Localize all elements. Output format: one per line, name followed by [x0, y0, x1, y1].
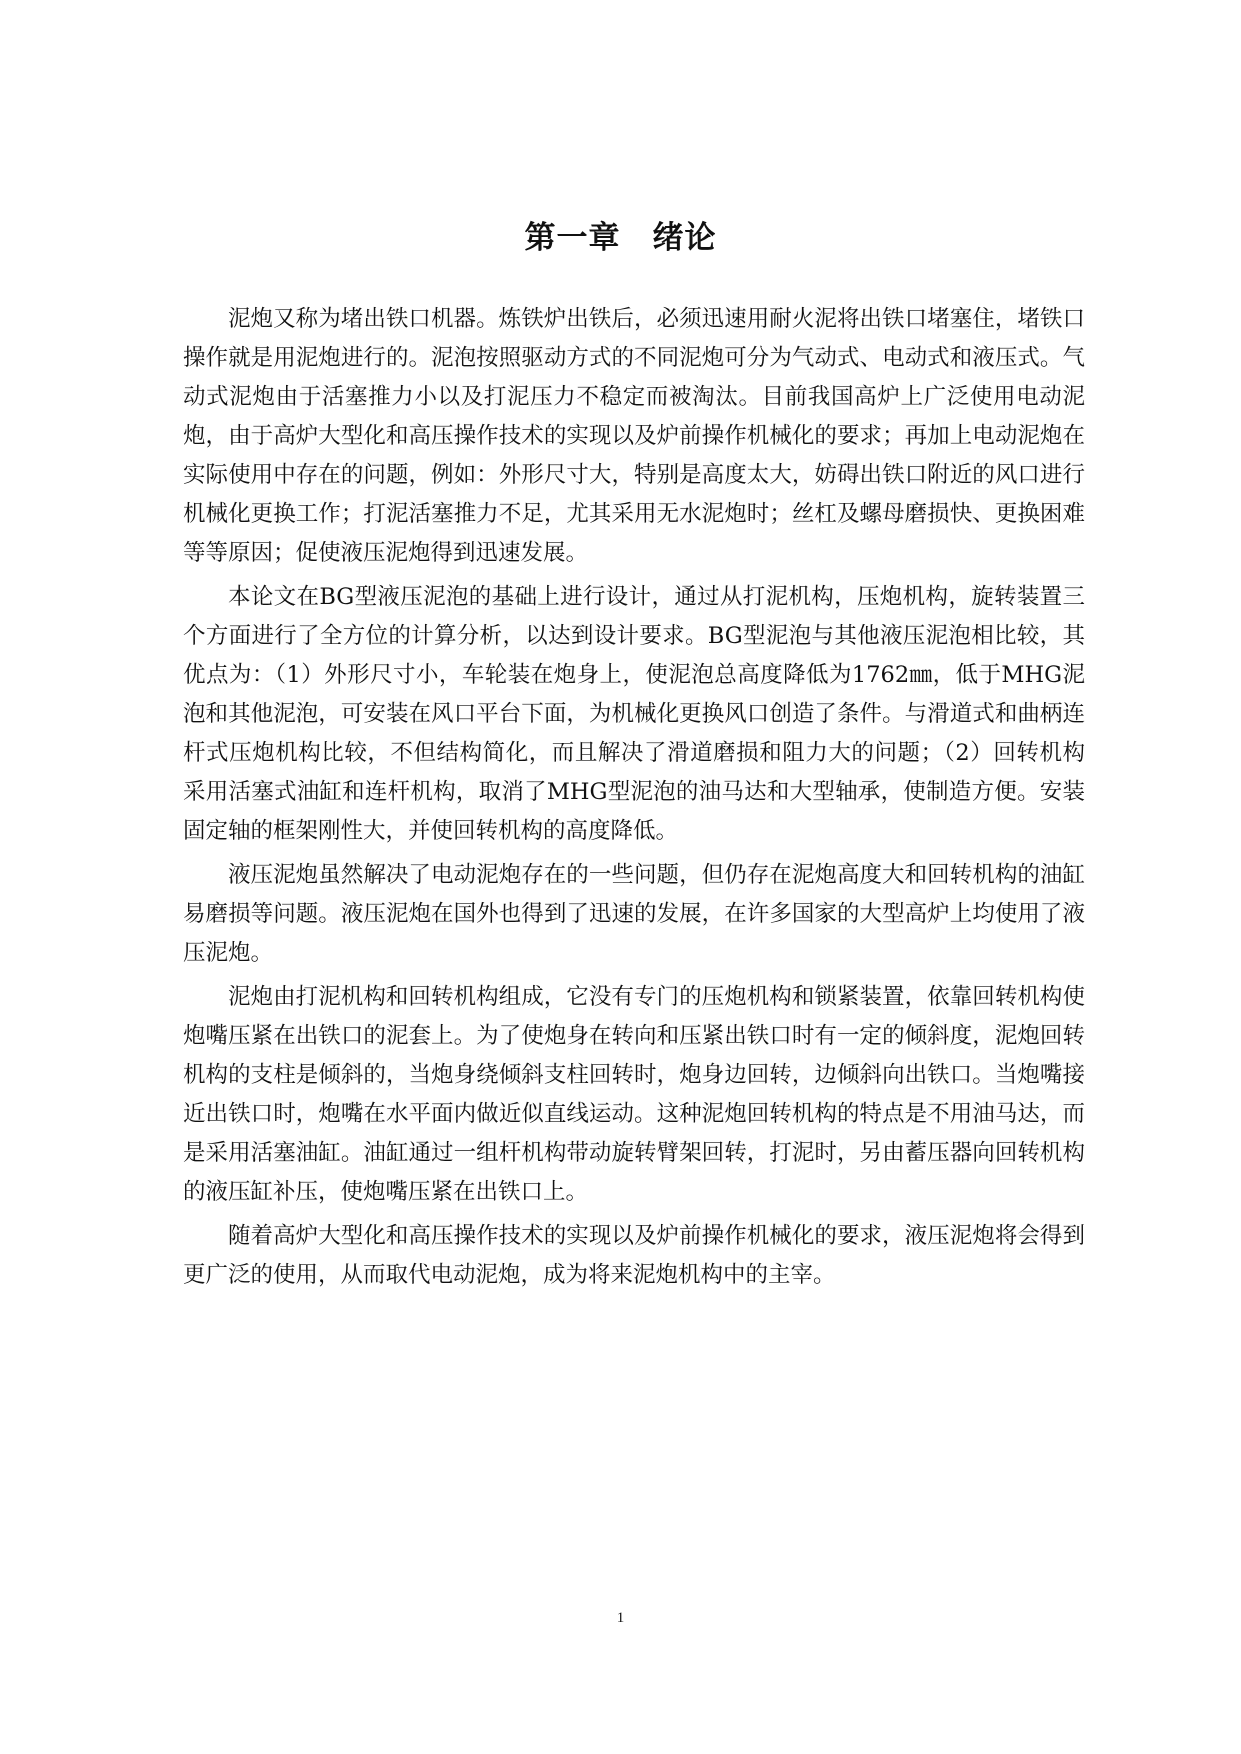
- paragraph: 泥炮又称为堵出铁口机器。炼铁炉出铁后，必须迅速用耐火泥将出铁口堵塞住，堵铁口操作就是用泥炮进行的。泥泡按照驱动方式的不同泥炮可分为气动式、电动式和液压式。气动式泥炮由于活塞推力小以及打泥压力不稳定而被淘汰。目前我国高炉上广泛使用电动泥炮，由于高炉大型化和高压操作技术的实现以及炉前操作机械化的要求；再加上电动泥炮在实际使用中存在的问题，例如：外形尺寸大，特别是高度太大，妨碍出铁口附近的风口进行机械化更换工作；打泥活塞推力不足，尤其采用无水泥炮时；丝杠及螺母磨损快、更换困难等等原因；促使液压泥炮得到迅速发展。: [183, 306, 1085, 566]
- chapter-title: 第一章 绪论: [524, 220, 717, 256]
- page-number: 1: [616, 1610, 625, 1626]
- body-text: [183, 300, 1085, 1300]
- paragraph: 液压泥炮虽然解决了电动泥炮存在的一些问题，但仍存在泥炮高度大和回转机构的油缸易磨损等问题。液压泥炮在国外也得到了迅速的发展，在许多国家的大型高炉上均使用了液压泥炮。: [183, 862, 1085, 966]
- paragraph: 泥炮由打泥机构和回转机构组成，它没有专门的压炮机构和锁紧装置，依靠回转机构使炮嘴压紧在出铁口的泥套上。为了使炮身在转向和压紧出铁口时有一定的倾斜度，泥炮回转机构的支柱是倾斜的，当炮身绕倾斜支柱回转时，炮身边回转，边倾斜向出铁口。当炮嘴接近出铁口时，炮嘴在水平面内做近似直线运动。这种泥炮回转机构的特点是不用油马达，而是采用活塞油缸。油缸通过一组杆机构带动旋转臂架回转，打泥时，另由蓄压器向回转机构的液压缸补压，使炮嘴压紧在出铁口上。: [183, 984, 1085, 1205]
- paragraph: 随着高炉大型化和高压操作技术的实现以及炉前操作机械化的要求，液压泥炮将会得到更广泛的使用，从而取代电动泥炮，成为将来泥炮机构中的主宰。: [183, 1223, 1085, 1288]
- paragraph: 本论文在BG型液压泥泡的基础上进行设计，通过从打泥机构，压炮机构，旋转装置三个方面进行了全方位的计算分析，以达到设计要求。BG型泥泡与其他液压泥泡相比较，其优点为：（1）外形尺寸小，车轮装在炮身上，使泥泡总高度降低为1762㎜，低于MHG泥泡和其他泥泡，可安装在风口平台下面，为机械化更换风口创造了条件。与滑道式和曲柄连杆式压炮机构比较，不但结构简化，而且解决了滑道磨损和阻力大的问题；（2）回转机构采用活塞式油缸和连杆机构，取消了MHG型泥泡的油马达和大型轴承，使制造方便。安装固定轴的框架刚性大，并使回转机构的高度降低。: [183, 584, 1085, 844]
